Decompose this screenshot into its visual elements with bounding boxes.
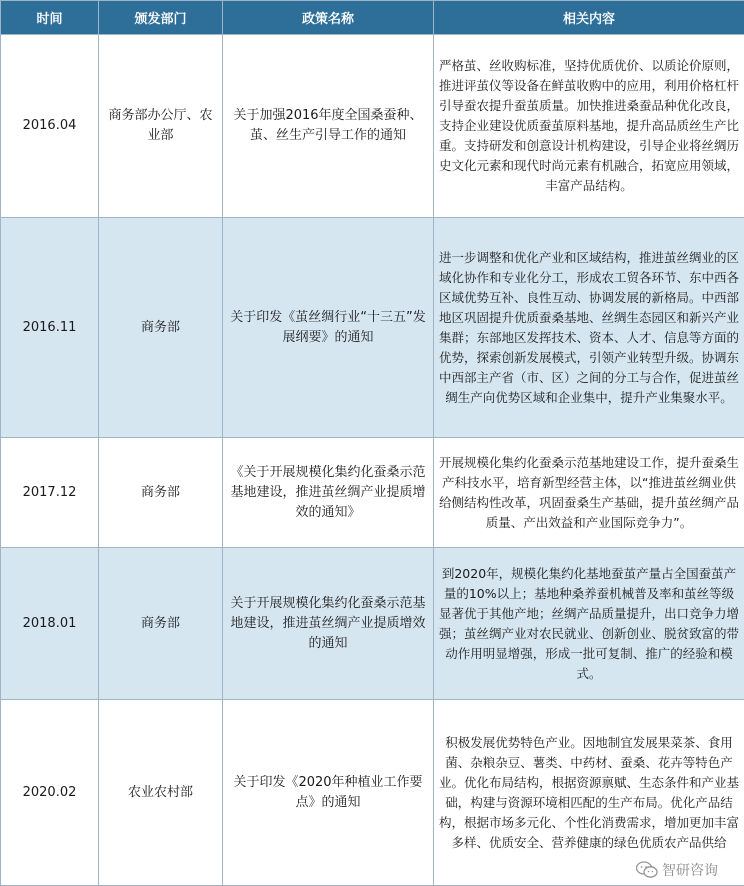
table-row bbox=[1, 438, 744, 548]
cell-policy-name: 关于印发《茧丝绸行业“十三五”发展纲要》的通知 bbox=[223, 218, 434, 438]
table-row bbox=[1, 548, 744, 700]
cell-policy-name: 关于加强2016年度全国桑蚕种、茧、丝生产引导工作的通知 bbox=[223, 35, 434, 218]
cell-content: 严格茧、丝收购标准，坚持优质优价、以质论价原则，推进评茧仪等设备在鲜茧收购中的应用，利用价格杠杆引导蚕农提升蚕茧质量。加快推进桑蚕品种优化改良，支持企业建设优质蚕茧原料基地，提升高品质丝生产比重。支持研发和创意设计机构建设，引导企业将丝绸历史文化元素和现代时尚元素有机融合，拓宽应用领域，丰富产品结构。 bbox=[434, 35, 744, 218]
table-row bbox=[1, 700, 744, 886]
cell-department: 商务部 bbox=[99, 218, 223, 438]
table-row bbox=[1, 35, 744, 218]
cell-content: 进一步调整和优化产业和区域结构，推进茧丝绸业的区域化协作和专业化分工，形成农工贸各环节、东中西各区域优势互补、良性互动、协调发展的新格局。中西部地区巩固提升优质蚕桑基地、丝绸生态园区和新兴产业集群；东部地区发挥技术、资本、人才、信息等方面的优势，探索创新发展模式，引领产业转型升级。协调东中西部主产省（市、区）之间的分工与合作，促进茧丝绸生产向优势区域和企业集中，提升产业集聚水平。 bbox=[434, 218, 744, 438]
cell-department: 农业农村部 bbox=[99, 700, 223, 886]
cell-policy-name: 关于印发《2020年种植业工作要点》的通知 bbox=[223, 700, 434, 886]
watermark bbox=[636, 860, 718, 880]
header-content: 相关内容 bbox=[434, 1, 744, 35]
cell-policy-name: 《关于开展规模化集约化蚕桑示范基地建设，推进茧丝绸产业提质增效的通知》 bbox=[223, 438, 434, 548]
cell-department: 商务部 bbox=[99, 548, 223, 700]
cell-date: 2016.04 bbox=[1, 35, 99, 218]
cell-date: 2017.12 bbox=[1, 438, 99, 548]
cell-department: 商务部 bbox=[99, 438, 223, 548]
table-row bbox=[1, 218, 744, 438]
cell-date: 2020.02 bbox=[1, 700, 99, 886]
header-department: 颁发部门 bbox=[99, 1, 223, 35]
cell-content: 到2020年，规模化集约化基地蚕茧产量占全国蚕茧产量的10%以上；基地种桑养蚕机械普及率和茧丝等级显著优于其他产地；丝绸产品质量提升，出口竞争力增强；茧丝绸产业对农民就业、创新创业、脱贫致富的带动作用明显增强，形成一批可复制、推广的经验和模式。 bbox=[434, 548, 744, 700]
header-time: 时间 bbox=[1, 1, 99, 35]
watermark-text: 智研咨询 bbox=[662, 863, 718, 879]
cell-date: 2018.01 bbox=[1, 548, 99, 700]
cell-content: 积极发展优势特色产业。因地制宜发展果菜茶、食用菌、杂粮杂豆、薯类、中药材、蚕桑、花卉等特色产业。优化布局结构，根据资源禀赋、生态条件和产业基础，构建与资源环境相匹配的生产布局。优化产品结构，根据市场多元化、个性化消费需求，增加更加丰富多样、优质安全、营养健康的绿色优质农产品供给 bbox=[434, 700, 744, 886]
cell-policy-name: 关于开展规模化集约化蚕桑示范基地建设，推进茧丝绸产业提质增效的通知 bbox=[223, 548, 434, 700]
header-policy-name: 政策名称 bbox=[223, 1, 434, 35]
table-header-row bbox=[1, 1, 744, 35]
wechat-icon bbox=[636, 861, 658, 879]
cell-department: 商务部办公厅、农业部 bbox=[99, 35, 223, 218]
cell-content: 开展规模化集约化蚕桑示范基地建设工作，提升蚕桑生产科技水平，培育新型经营主体，以“推进茧丝绸业供给侧结构性改革，巩固蚕桑生产基础，提升茧丝绸产品质量、产出效益和产业国际竞争力”。 bbox=[434, 438, 744, 548]
cell-date: 2016.11 bbox=[1, 218, 99, 438]
